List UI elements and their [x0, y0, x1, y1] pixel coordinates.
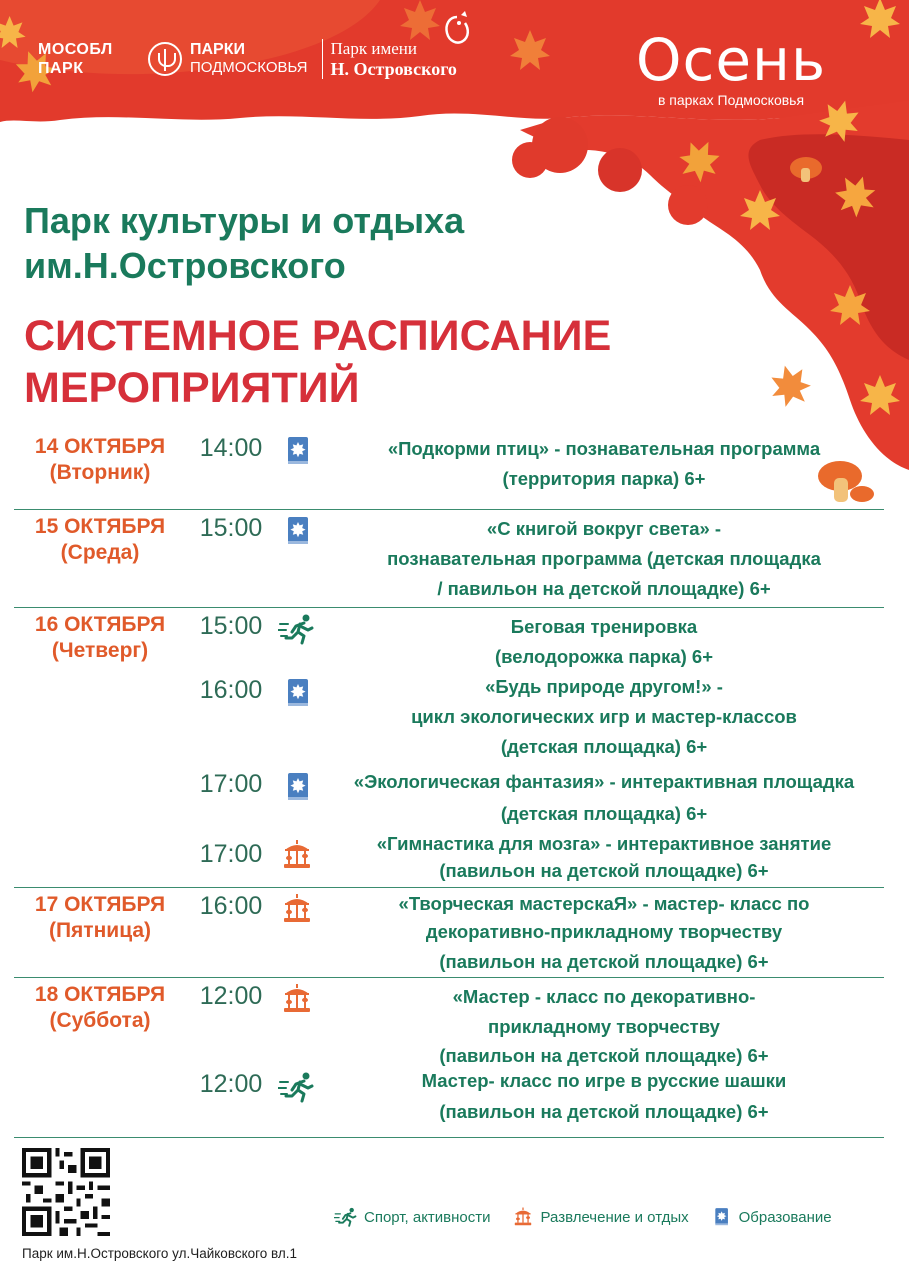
day-date: 18 ОКТЯБРЯ (Суббота) — [34, 983, 166, 1032]
day-row — [14, 978, 884, 1138]
event-time: 16:00 — [199, 892, 263, 920]
autumn-title: Осень — [635, 26, 827, 94]
event-title: «Подкорми птиц» - познавательная программа — [387, 438, 821, 459]
event-item — [14, 978, 884, 1066]
park-ostrovsky-logo: Парк имени Н. Островского — [331, 39, 457, 79]
bird-icon — [439, 11, 475, 51]
runner-icon — [278, 612, 316, 646]
icon-legend — [334, 1206, 852, 1228]
runner-icon — [334, 1206, 358, 1228]
event-item — [14, 888, 884, 978]
park-title: Парк культуры и отдыха им.Н.Островского — [24, 200, 465, 286]
event-time: 12:00 — [199, 1070, 263, 1098]
day-date: 14 ОКТЯБРЯ (Вторник) — [34, 435, 166, 484]
autumn-festival-logo — [596, 26, 866, 108]
qr-code[interactable] — [22, 1148, 110, 1236]
parks-emblem-icon — [148, 42, 182, 76]
book-icon — [709, 1206, 733, 1228]
event-details: декоративно-прикладному творчеству — [425, 921, 783, 942]
book-icon — [278, 434, 316, 468]
event-time: 15:00 — [199, 514, 263, 542]
event-time: 17:00 — [199, 840, 263, 868]
schedule-title: СИСТЕМНОЕ РАСПИСАНИЕ МЕРОПРИЯТИЙ — [24, 312, 612, 412]
event-time: 15:00 — [199, 612, 263, 640]
event-details: (павильон на детской площадке) 6+ — [439, 860, 769, 881]
event-schedule — [14, 430, 884, 1138]
event-details: цикл экологических игр и мастер-классов — [411, 706, 797, 727]
carousel-icon — [278, 892, 316, 926]
parks-podmoskovya-logo: ПАРКИ ПОДМОСКОВЬЯ — [148, 41, 308, 77]
event-time: 12:00 — [199, 982, 263, 1010]
event-item — [14, 510, 884, 604]
event-title: Мастер- класс по игре в русские шашки — [421, 1070, 787, 1091]
day-row — [14, 430, 884, 510]
day-row — [14, 888, 884, 978]
event-details: (павильон на детской площадке) 6+ — [439, 951, 769, 972]
event-details: (территория парка) 6+ — [502, 468, 706, 489]
event-item — [14, 608, 884, 672]
carousel-icon — [511, 1206, 535, 1228]
event-title: «Мастер - класс по декоративно- — [452, 986, 756, 1007]
event-title: «Творческая мастерскаЯ» - мастер- класс по — [398, 893, 810, 914]
book-icon — [278, 770, 316, 804]
autumn-subtitle: в парках Подмосковья — [657, 92, 805, 108]
event-title: «Экологическая фантазия» - интерактивная площадка — [353, 771, 855, 792]
event-item — [14, 430, 884, 494]
event-details: (детская площадка) 6+ — [500, 736, 708, 757]
event-time: 16:00 — [199, 676, 263, 704]
event-title: «Гимнастика для мозга» - интерактивное занятие — [376, 833, 832, 854]
event-title: Беговая тренировка — [510, 616, 698, 637]
event-details: (велодорожка парка) 6+ — [494, 646, 714, 667]
event-title: «Будь природе другом!» - — [485, 676, 723, 697]
runner-icon — [278, 1070, 316, 1104]
day-row — [14, 608, 884, 888]
event-details: (павильон на детской площадке) 6+ — [439, 1045, 769, 1066]
day-row — [14, 510, 884, 608]
event-details: (детская площадка) 6+ — [500, 803, 708, 824]
event-title: «С книгой вокруг света» - — [486, 518, 722, 539]
event-item — [14, 672, 884, 766]
legend-sport: Спорт, активности — [334, 1206, 491, 1228]
park-address: Парк им.Н.Островского ул.Чайковского вл.1 — [22, 1246, 298, 1261]
event-details: / павильон на детской площадке) 6+ — [437, 578, 771, 599]
event-item — [14, 1066, 884, 1126]
day-date: 17 ОКТЯБРЯ (Пятница) — [34, 893, 166, 942]
legend-education: Образование — [709, 1206, 832, 1228]
day-date: 15 ОКТЯБРЯ (Среда) — [34, 515, 166, 564]
event-details: прикладному творчеству — [488, 1016, 720, 1037]
event-time: 14:00 — [199, 434, 263, 462]
event-item — [14, 830, 884, 886]
mosobl-park-logo: МОСОБЛ ПАРК — [38, 41, 113, 77]
partner-logos — [38, 34, 457, 84]
event-details: (павильон на детской площадке) 6+ — [439, 1101, 769, 1122]
day-date: 16 ОКТЯБРЯ (Четверг) — [34, 613, 166, 662]
event-item — [14, 766, 884, 830]
event-time: 17:00 — [199, 770, 263, 798]
carousel-icon — [278, 982, 316, 1016]
carousel-icon — [278, 838, 316, 872]
logo-divider — [322, 39, 323, 79]
book-icon — [278, 514, 316, 548]
book-icon — [278, 676, 316, 710]
event-details: познавательная программа (детская площадка — [387, 548, 821, 569]
legend-entertainment: Развлечение и отдых — [511, 1206, 689, 1228]
